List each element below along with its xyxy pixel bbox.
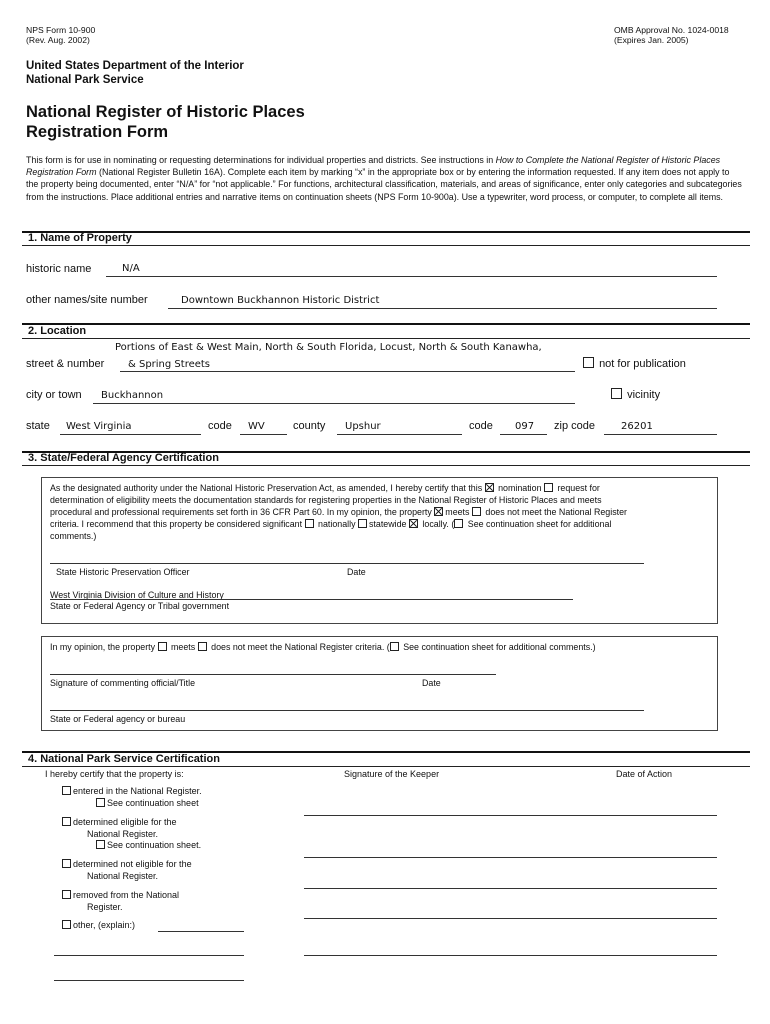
agency-label: State or Federal Agency or Tribal government — [50, 601, 230, 611]
request-checkbox[interactable] — [544, 483, 553, 492]
certification-text — [50, 482, 716, 542]
entered-continuation[interactable]: See continuation sheet — [96, 798, 199, 810]
not-for-publication-checkbox[interactable] — [583, 357, 594, 368]
not-eligible-line2: National Register. — [87, 871, 159, 881]
vicinity-label: vicinity — [627, 389, 661, 401]
entered-option[interactable]: entered in the National Register. — [62, 786, 202, 798]
keeper-line-4[interactable] — [304, 918, 717, 919]
intro-text-italic: How to Complete the National Register of Historic Places Registration Form — [26, 155, 721, 178]
eligible-line2: National Register. — [87, 829, 159, 839]
omb-expiration: (Expires Jan. 2005) — [614, 35, 689, 45]
date-of-action-label: Date of Action — [616, 769, 673, 779]
not-eligible-checkbox[interactable] — [62, 859, 71, 868]
section1-heading: 1. Name of Property — [28, 232, 132, 244]
see-continuation-checkbox[interactable] — [454, 519, 463, 528]
historic-name-label: historic name — [26, 263, 92, 275]
zip-label: zip code — [554, 420, 595, 432]
section4-bottom-rule — [22, 766, 750, 767]
shpo-date-label: Date — [347, 567, 366, 577]
county-code-underline — [500, 434, 547, 435]
removed-line2: Register. — [87, 902, 123, 912]
opinion-meets-checkbox[interactable] — [158, 642, 167, 651]
opinion-see-continuation-checkbox[interactable] — [390, 642, 399, 651]
keeper-line-1[interactable] — [304, 815, 717, 816]
other-names-label: other names/site number — [26, 294, 148, 306]
street-label: street & number — [26, 358, 105, 370]
omb-approval: OMB Approval No. 1024-0018 — [614, 25, 729, 35]
section3-heading: 3. State/Federal Agency Certification — [28, 452, 219, 464]
entered-continuation-checkbox[interactable] — [96, 798, 105, 807]
eligible-continuation[interactable]: See continuation sheet. — [96, 840, 201, 852]
not-for-publication-label: not for publication — [599, 358, 686, 370]
keeper-label: Signature of the Keeper — [344, 769, 440, 779]
street-field-line1[interactable]: Portions of East & West Main, North & South Florida, Locust, North & South Kanawha, — [115, 342, 542, 353]
other-explain-line[interactable] — [158, 931, 244, 932]
commenting-label: Signature of commenting official/Title — [50, 678, 196, 688]
county-field[interactable]: Upshur — [345, 421, 381, 432]
other-checkbox[interactable] — [62, 920, 71, 929]
shpo-label: State Historic Preservation Officer — [56, 567, 190, 577]
does-not-meet-checkbox[interactable] — [472, 507, 481, 516]
street-underline — [120, 371, 575, 372]
shpo-signature-line[interactable] — [50, 563, 644, 564]
nationally-checkbox[interactable] — [305, 519, 314, 528]
state-label: state — [26, 420, 50, 432]
city-field[interactable]: Buckhannon — [101, 390, 164, 401]
county-code-field[interactable]: 097 — [515, 421, 535, 432]
cert-line3: procedural and professional requirements set forth in 36 CFR Part 60. In my opinion, the property meets does not meet the National Register — [50, 507, 627, 517]
county-underline — [337, 434, 462, 435]
meets-checkbox[interactable] — [434, 507, 443, 516]
other-names-underline — [168, 308, 717, 309]
historic-name-underline — [106, 276, 717, 277]
state-code-field[interactable]: WV — [248, 421, 265, 432]
intro-text-2: (National Register Bulletin 16A). Complete each item by marking “x” in the appropriate box or by entering the information requested. If any item does not apply to the property being documented, enter “N/A” for “not applicable.” For functions, architectural classification, materials, and areas of significance, enter only categories and subcategories from the instructions. Place additional entries and narrative items on continuation sheets (NPS Form 10-900a). Use a typewriter, word process, or computer, to complete all items. — [26, 167, 742, 202]
cert-line2: determination of eligibility meets the documentation standards for registering properties in the National Register of Historic Places and meets — [50, 495, 602, 505]
not-for-publication[interactable] — [583, 357, 686, 370]
eligible-continuation-checkbox[interactable] — [96, 840, 105, 849]
extra-line-1[interactable] — [54, 955, 244, 956]
eligible-option[interactable]: determined eligible for the — [62, 817, 177, 829]
state-code-underline — [240, 434, 287, 435]
street-field-line2[interactable]: & Spring Streets — [128, 359, 211, 370]
section2-top-rule — [22, 323, 750, 325]
commenting-date-label: Date — [422, 678, 441, 688]
zip-underline — [604, 434, 717, 435]
removed-option[interactable]: removed from the National — [62, 890, 179, 902]
state-field[interactable]: West Virginia — [66, 421, 132, 432]
section2-bottom-rule — [22, 338, 750, 339]
opinion-not-meet-checkbox[interactable] — [198, 642, 207, 651]
bureau-line[interactable] — [50, 710, 644, 711]
historic-name-field[interactable]: N/A — [122, 263, 140, 274]
section2-heading: 2. Location — [28, 325, 87, 337]
city-underline — [93, 403, 575, 404]
agency-line1: United States Department of the Interior — [26, 60, 244, 72]
cert-line1: As the designated authority under the National Historic Preservation Act, as amended, I hereby certify that this nomination request for — [50, 483, 600, 493]
cert-line5: comments.) — [50, 531, 97, 541]
keeper-line-3[interactable] — [304, 888, 717, 889]
other-names-field[interactable]: Downtown Buckhannon Historic District — [181, 295, 380, 306]
section4-heading: 4. National Park Service Certification — [28, 753, 220, 765]
removed-checkbox[interactable] — [62, 890, 71, 899]
eligible-checkbox[interactable] — [62, 817, 71, 826]
extra-line-2[interactable] — [54, 980, 244, 981]
section1-bottom-rule — [22, 245, 750, 246]
certify-label: I hereby certify that the property is: — [45, 769, 184, 779]
zip-field[interactable]: 26201 — [621, 421, 653, 432]
vicinity-checkbox[interactable] — [611, 388, 622, 399]
page-title-line2: Registration Form — [26, 123, 169, 141]
county-label: county — [293, 420, 326, 432]
nomination-checkbox[interactable] — [485, 483, 494, 492]
form-number: NPS Form 10-900 — [26, 25, 96, 35]
state-code-label: code — [208, 420, 232, 432]
form-revision: (Rev. Aug. 2002) — [26, 35, 90, 45]
other-option[interactable]: other, (explain:) — [62, 920, 135, 932]
intro-paragraph — [26, 154, 742, 203]
agency-line2: National Park Service — [26, 74, 144, 86]
keeper-line-2[interactable] — [304, 857, 717, 858]
keeper-line-5[interactable] — [304, 955, 717, 956]
cert-line4: criteria. I recommend that this property be considered significant nationally statewide locally. ( See continuation sheet for additional — [50, 519, 612, 529]
locally-checkbox[interactable] — [409, 519, 418, 528]
vicinity[interactable] — [611, 388, 660, 401]
bureau-label: State or Federal agency or bureau — [50, 714, 186, 724]
city-label: city or town — [26, 389, 82, 401]
not-eligible-option[interactable]: determined not eligible for the — [62, 859, 192, 871]
county-code-label: code — [469, 420, 493, 432]
agency-value[interactable]: West Virginia Division of Culture and History — [50, 590, 224, 600]
statewide-checkbox[interactable] — [358, 519, 367, 528]
intro-text-1: This form is for use in nominating or requesting determinations for individual properties and districts. See instructions in — [26, 155, 496, 165]
commenting-signature-line[interactable] — [50, 674, 496, 675]
entered-checkbox[interactable] — [62, 786, 71, 795]
opinion-line: In my opinion, the property meets does not meet the National Register criteria. ( See continuation sheet for additional comments.) — [50, 642, 596, 652]
section3-bottom-rule — [22, 465, 750, 466]
page-title-line1: National Register of Historic Places — [26, 103, 305, 121]
state-underline — [60, 434, 201, 435]
